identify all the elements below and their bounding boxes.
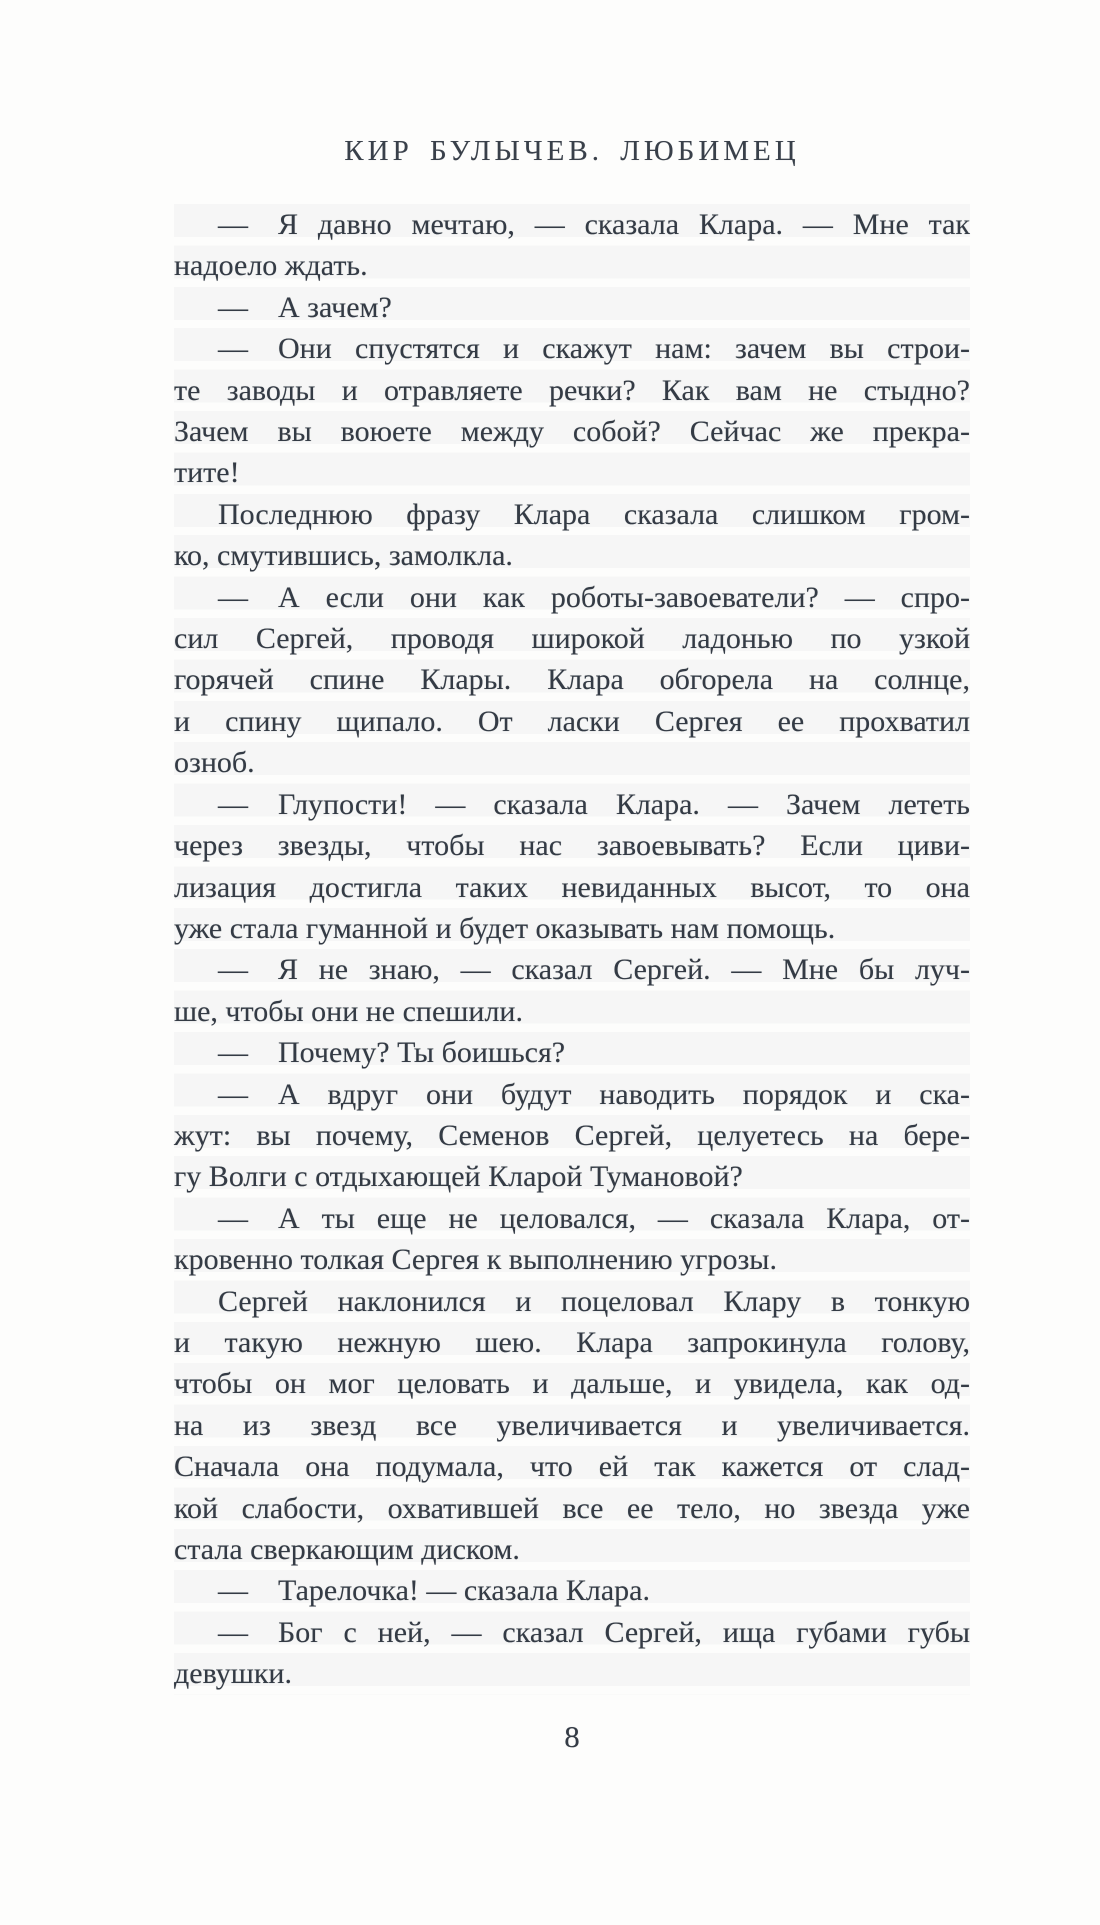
paragraph (174, 784, 970, 950)
paragraph (174, 1612, 970, 1695)
paragraph (174, 1198, 970, 1281)
text-line: кой слабости, охватившей все ее тело, но звезда уже (174, 1491, 970, 1525)
text-line: озноб. (174, 746, 255, 780)
text-line: Зачем вы воюете между собой? Сейчас же прекра- (174, 415, 970, 449)
text-line: на из звезд все увеличивается и увеличивается. (174, 1408, 970, 1442)
page-number: 8 (564, 1719, 580, 1754)
paragraph (174, 494, 970, 577)
paragraph (174, 1032, 970, 1073)
text-line: — Бог с ней, — сказал Сергей, ища губами губы (218, 1615, 970, 1649)
paragraph (174, 949, 970, 1032)
text-line: гу Волги с отдыхающей Кларой Тумановой? (174, 1160, 743, 1194)
text-line: кровенно толкая Сергея к выполнению угрозы. (174, 1243, 777, 1277)
page-text (174, 204, 970, 1695)
text-line: тите! (174, 456, 240, 490)
text-line: лизация достигла таких невиданных высот, то она (174, 870, 970, 904)
text-line: Сначала она подумала, что ей так кажется от слад- (174, 1450, 970, 1484)
text-line: через звезды, чтобы нас завоевывать? Если циви- (174, 829, 970, 863)
text-line: ше, чтобы они не спешили. (174, 994, 523, 1028)
text-line: — Я не знаю, — сказал Сергей. — Мне бы луч- (218, 953, 970, 987)
paragraph (174, 328, 970, 494)
paragraph (174, 1074, 970, 1198)
text-line: — Тарелочка! — сказала Клара. (218, 1574, 650, 1608)
paragraph (174, 204, 970, 287)
text-line: и такую нежную шею. Клара запрокинула голову, (174, 1325, 970, 1359)
text-line: — Почему? Ты боишься? (218, 1036, 566, 1070)
text-line: — Я давно мечтаю, — сказала Клара. — Мне так (218, 208, 970, 241)
text-line: ко, смутившись, замолкла. (174, 539, 513, 573)
text-line: — Они спустятся и скажут нам: зачем вы строи- (218, 332, 970, 366)
paragraph (174, 287, 970, 328)
text-line: Сергей наклонился и поцеловал Клару в тонкую (218, 1284, 970, 1318)
text-line: те заводы и отравляете речки? Как вам не стыдно? (174, 373, 970, 407)
text-line: надоело ждать. (174, 249, 368, 283)
text-line: — А ты еще не целовался, — сказала Клара, от- (218, 1201, 970, 1235)
text-line: — А зачем? (218, 290, 392, 324)
running-header: КИР БУЛЫЧЕВ. ЛЮБИМЕЦ (344, 135, 800, 167)
text-line: уже стала гуманной и будет оказывать нам помощь. (174, 911, 836, 945)
text-line: — А вдруг они будут наводить порядок и ска- (218, 1077, 970, 1111)
text-line: жут: вы почему, Семенов Сергей, целуетесь на бере- (174, 1118, 970, 1152)
paragraph (174, 1570, 970, 1611)
text-line: — А если они как роботы-завоеватели? — спро- (218, 580, 970, 614)
paragraph (174, 577, 970, 784)
text-line: девушки. (174, 1657, 292, 1691)
text-line: и спину щипало. От ласки Сергея ее прохватил (174, 704, 970, 738)
text-line: стала сверкающим диском. (174, 1533, 520, 1566)
text-line: сил Сергей, проводя широкой ладонью по узкой (174, 622, 970, 656)
text-line: — Глупости! — сказала Клара. — Зачем лететь (218, 787, 970, 821)
text-line: Последнюю фразу Клара сказала слишком гром- (218, 497, 970, 531)
paragraph (174, 1281, 970, 1571)
text-line: горячей спине Клары. Клара обгорела на солнце, (174, 663, 970, 697)
text-line: чтобы он мог целовать и дальше, и увидела, как од- (174, 1367, 970, 1401)
